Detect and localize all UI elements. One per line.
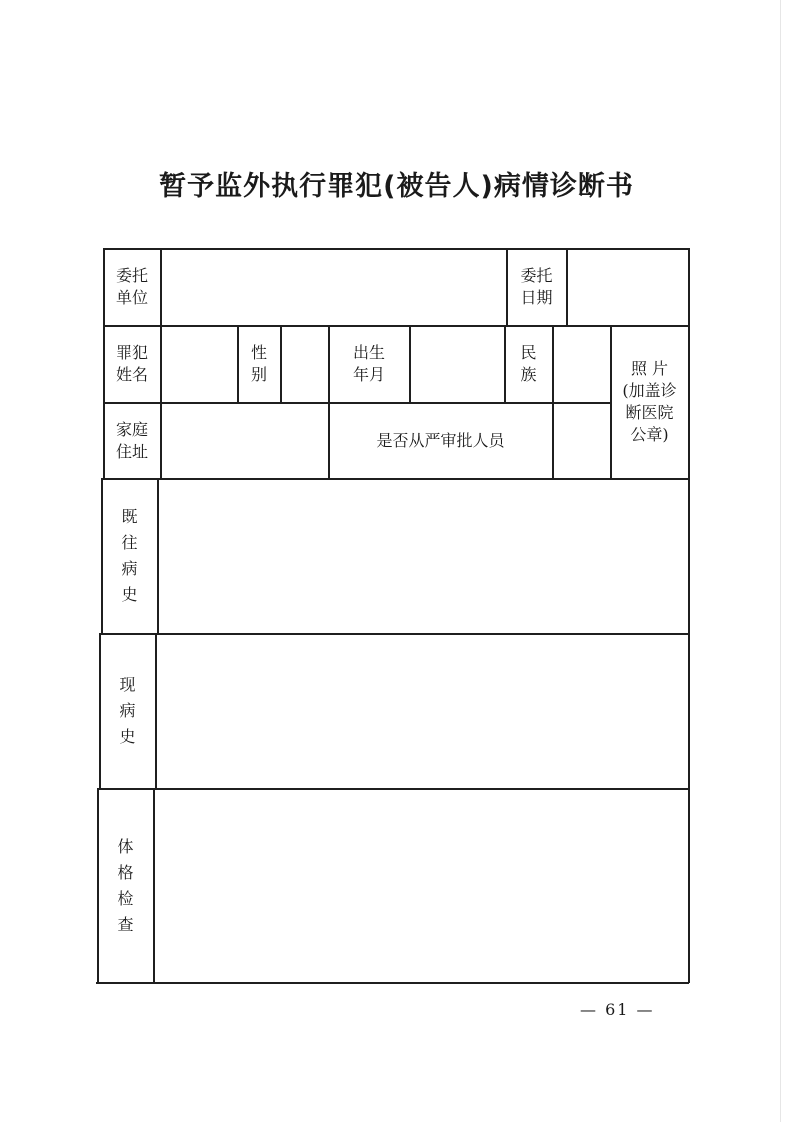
- label-home-address: 家庭 住址: [115, 419, 148, 461]
- home-address-field[interactable]: [162, 404, 328, 478]
- label-ethnicity: 民 族: [520, 343, 537, 384]
- label-current-history: 现 病 史: [119, 675, 136, 746]
- entrusting-unit-field[interactable]: [162, 250, 506, 325]
- label-birth-date: 出生 年月: [352, 343, 385, 384]
- document-title: 暂予监外执行罪犯(被告人)病情诊断书: [159, 171, 634, 202]
- label-entrusting-unit: 委托 单位: [115, 266, 148, 307]
- scan-edge-line: [780, 0, 781, 1122]
- label-past-history: 既 往 病 史: [121, 507, 138, 604]
- label-strict-approval: 是否从严审批人员: [376, 430, 505, 450]
- form-border-right: [688, 248, 690, 983]
- label-criminal-name: 罪犯 姓名: [115, 343, 148, 384]
- gender-field[interactable]: [282, 327, 328, 402]
- label-physical-exam: 体 格 检 查: [117, 836, 134, 934]
- page-number: — 61 —: [580, 1000, 655, 1019]
- strict-approval-field[interactable]: [554, 404, 610, 478]
- past-history-field[interactable]: [159, 480, 688, 633]
- label-photo: 照 片 (加盖诊 断医院 公章): [622, 359, 677, 444]
- criminal-name-field[interactable]: [162, 327, 237, 402]
- physical-exam-field[interactable]: [155, 790, 688, 982]
- label-entrust-date: 委托 日期: [520, 266, 553, 307]
- current-history-field[interactable]: [157, 635, 688, 788]
- birth-date-field[interactable]: [411, 327, 504, 402]
- entrust-date-field[interactable]: [568, 250, 688, 325]
- label-gender: 性 别: [250, 343, 267, 384]
- ethnicity-field[interactable]: [554, 327, 610, 402]
- form-border-bottom: [96, 982, 689, 984]
